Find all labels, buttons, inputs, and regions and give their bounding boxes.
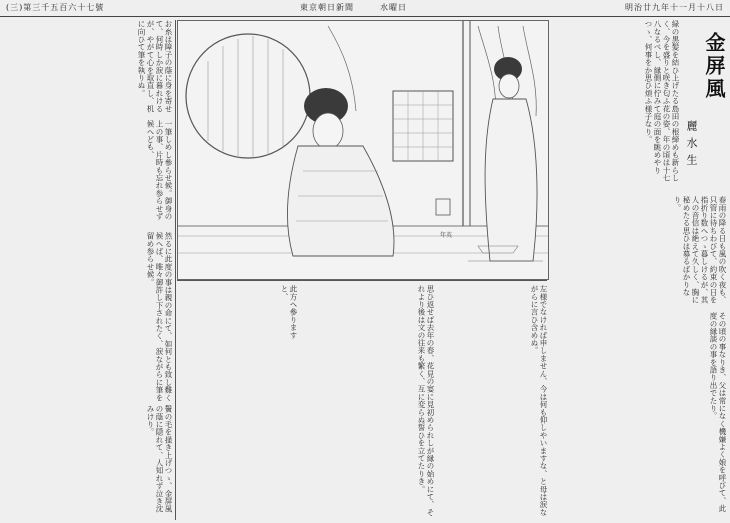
header-issue: (三)第三千五百六十七號	[6, 3, 105, 12]
illustration	[177, 20, 549, 280]
text-left-main: 然るに此度の事は親の命にて、如何とも致し難く候へば、唯々御許し下されたく、涙ながらに筆を留め参らせ候。	[146, 232, 173, 402]
header-date: 明治廿九年十一月十八日	[625, 3, 724, 12]
text-left-bottom: 鬢の毛を掻き上げつゝ、金屏風の蔭に隠れて、人知れず泣き沈みけり。	[146, 405, 173, 513]
text-mid-bottom-left: 思ひ返せば去年の春、花見の宴に見初められしが縁の始めにて、それより後は文の往来も繁く、互に変らぬ誓ひを立てたりき。	[417, 285, 435, 516]
text-left-mid: 一筆しめし參らせ候。御身の上の事、片時も忘れ参らせず候へども、	[146, 120, 173, 221]
divider-mid	[177, 280, 547, 281]
text-right-mid: 春雨の降る日も風の吹く夜も、只管に待ちわびて、約束の日を指折り数へつゝ暮しけるが、其人の音信は絶えて久しく、胸に秘めたる思ひは募るばかりなり。	[673, 196, 727, 304]
column-rule-left	[175, 20, 176, 520]
illustration-signature: 年英	[440, 232, 453, 239]
page-header	[0, 0, 730, 17]
header-day: 水曜日	[380, 3, 407, 12]
header-paper: 東京朝日新聞	[300, 3, 354, 12]
story-title: 金屏風	[702, 32, 726, 101]
text-left-top: お糸は障子の蔭に身を寄せて、何時しか涙に暮れけるが、やがて心を取直し、机に向ひて筆を執りぬ。	[137, 20, 173, 113]
text-mid-bottom-right: 左様でなければ申しません、今は何も仰しやいますな、と母は涙ながらに言ひ含めぬ。	[530, 285, 548, 516]
illustration-drawing	[178, 21, 548, 279]
text-right-bottom: その頃の事なりき、父は常になく機嫌よく娘を呼びて、此度の縁談の事を語り出でたり。	[709, 312, 727, 513]
story-author: 麗水生	[685, 120, 698, 171]
text-mid-small: 此方へ參りますと、	[280, 285, 298, 339]
text-right-top: 緑の黒髪を結ひ上げたる島田の根締めも新らしく、今を盛りと咲き匂ふ花の姿、年の頃は十七八なるべし、縁側に佇みて庭の面を眺めやりつゝ、何事をか思ひ煩ふ様子なり。	[644, 20, 680, 182]
